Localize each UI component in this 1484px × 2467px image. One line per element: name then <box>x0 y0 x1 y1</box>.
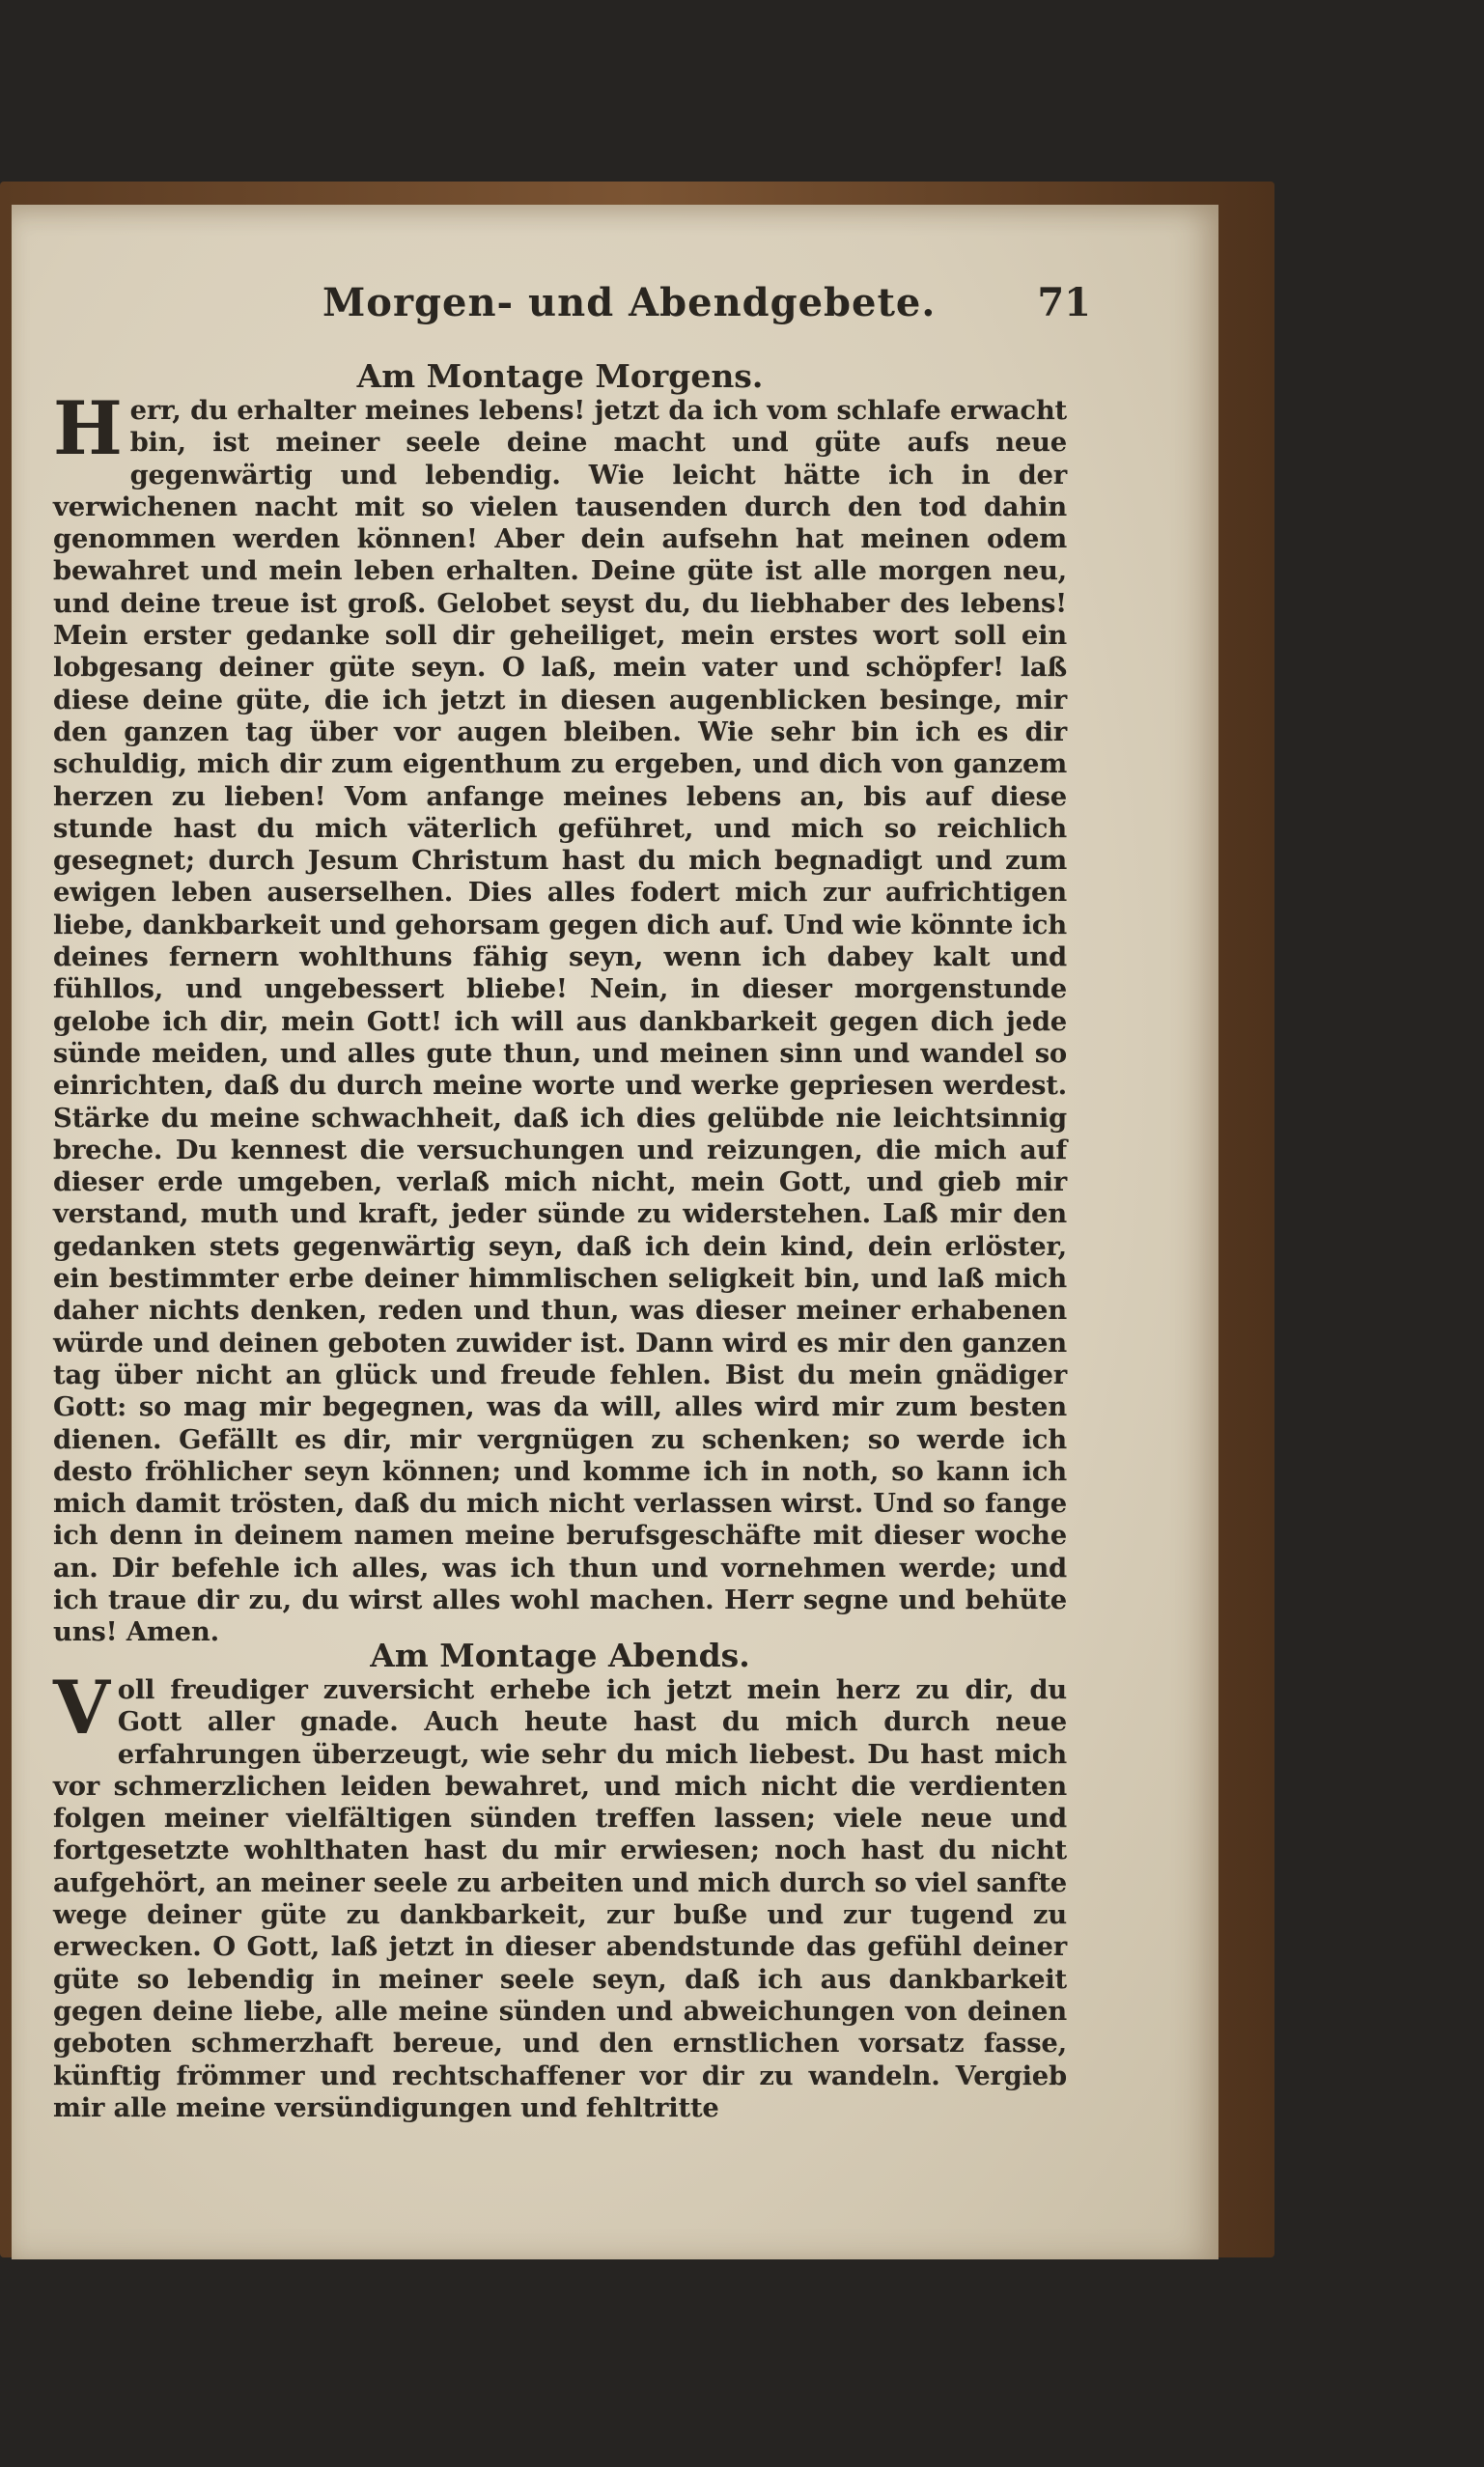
drop-cap-initial: V <box>53 1665 110 1751</box>
running-title: Morgen- und Abendgebete. <box>322 280 937 325</box>
prayer-text <box>53 385 1067 1649</box>
prayer-body: err, du erhalter meines lebens! jetzt da ich vom schlafe erwacht bin, ist meiner seele deine macht und güte aufs neue gegenwärtig und lebendig. Wie leicht hätte ich in der verwichenen nacht mit so vielen tausenden durch den tod dahin genommen werden können! Aber dein aufsehn hat meinen odem bewahret und mein leben erhalten. Deine güte ist alle morgen neu, und deine treue ist groß. Gelobet seyst du, du liebhaber des lebens! Mein erster gedanke soll dir geheiliget, mein erstes wort soll ein lobgesang deiner güte seyn. O laß, mein vater und schöpfer! laß diese deine güte, die ich jetzt in diesen augenblicken besinge, mir den ganzen tag über vor augen bleiben. Wie sehr bin ich es dir schuldig, mich dir zum eigenthum zu ergeben, und dich von ganzem herzen zu lieben! Vom anfange meines lebens an, bis auf diese stunde hast du mich väterlich geführet, und mich so reichlich gesegnet; durch Jesum Christum hast du mich begnadigt und zum ewigen leben auserselhen. Dies alles fodert mich zur aufrichtigen liebe, dankbarkeit und gehorsam gegen dich auf. Und wie könnte ich deines fernern wohlthuns fähig seyn, wenn ich dabey kalt und fühllos, und ungebessert bliebe! Nein, in dieser morgenstunde gelobe ich dir, mein Gott! ich will aus dankbarkeit gegen dich jede sünde meiden, und alles gute thun, und meinen sinn und wandel so einrichten, daß du durch meine worte und werke gepriesen werdest. Stärke du meine schwachheit, daß ich dies gelübde nie leichtsinnig breche. Du kennest die versuchungen und reizungen, die mich auf dieser erde umgeben, verlaß mich nicht, mein Gott, und gieb mir verstand, muth und kraft, jeder sünde zu widerstehen. Laß mir den gedanken stets gegenwärtig seyn, daß ich dein kind, dein erlöster, ein bestimmter erbe deiner himmlischen seligkeit bin, und laß mich daher nichts denken, reden und thun, was dieser meiner erhabenen würde und deinen geboten zuwider ist. Dann wird es mir den ganzen tag über nicht an glück und freude fehlen. Bist du mein gnädiger Gott: so mag mir begegnen, was da will, alles wird mir zum besten dienen. Gefällt es dir, mir vergnügen zu schenken; so werde ich desto fröhlicher seyn können; und komme ich in noth, so kann ich mich damit trösten, daß du mich nicht verlassen wirst. Und so fange ich denn in deinem namen meine berufsgeschäfte mit dieser woche an. Dir befehle ich alles, was ich thun und vornehmen werde; und ich traue dir zu, du wirst alles wohl machen. Herr segne und behüte uns! Amen. <box>53 395 1067 1648</box>
page-header <box>299 280 1091 338</box>
prayer-body: oll freudiger zuversicht erhebe ich jetzt mein herz zu dir, du Gott aller gnade. Auch heute hast du mich durch neue erfahrungen überzeugt, wie sehr du mich liebest. Du hast mich vor schmerzlichen leiden bewahret, und mich nicht die verdienten folgen meiner vielfältigen sünden treffen lassen; viele neue und fortgesetzte wohlthaten hast du mir erwiesen; noch hast du nicht aufgehört, an meiner seele zu arbeiten und mich durch so viel sanfte wege deiner güte zu dankbarkeit, zur buße und zur tugend zu erwecken. O Gott, laß jetzt in dieser abendstunde das gefühl deiner güte so lebendig in meiner seele seyn, daß ich aus dankbarkeit gegen deine liebe, alle meine sünden und abweichungen von deinen geboten schmerzhaft bereue, und den ernstlichen vorsatz fasse, künftig frömmer und rechtschaffener vor dir zu wandeln. Vergieb mir alle meine versündigungen und fehltritte <box>53 1674 1067 2123</box>
section-heading: Am Montage Abends. <box>370 1637 750 1674</box>
page-number: 71 <box>1037 280 1091 325</box>
section-monday-morning <box>53 357 1067 1649</box>
drop-cap-initial: H <box>53 385 123 471</box>
section-monday-evening <box>53 1637 1067 2124</box>
prayer-text <box>53 1665 1067 2124</box>
section-heading: Am Montage Morgens. <box>356 357 764 395</box>
